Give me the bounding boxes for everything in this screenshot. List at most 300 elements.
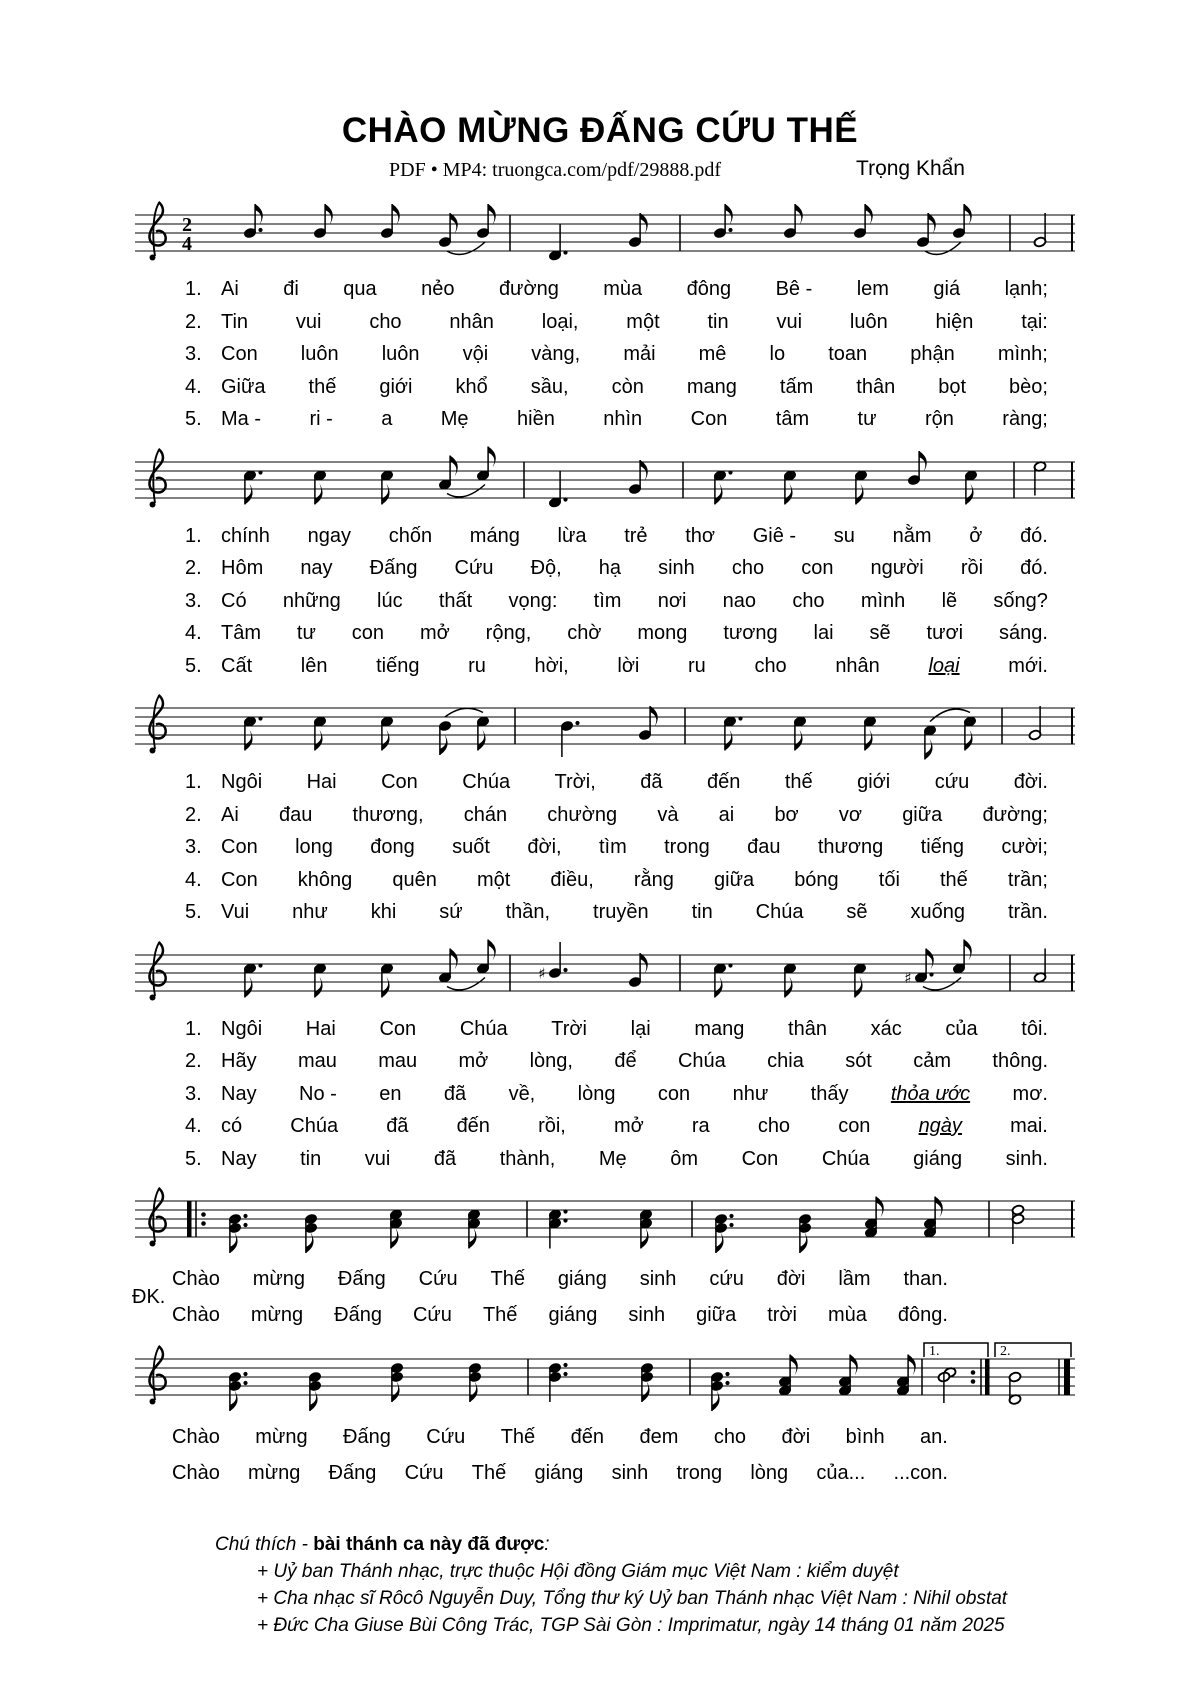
verse-line	[185, 552, 1048, 585]
staff-4	[135, 933, 1075, 1013]
lyric-word: ngay	[307, 524, 352, 547]
lyric-word: đông	[686, 278, 732, 300]
svg-text:2.: 2.	[1000, 1344, 1011, 1359]
lyric-word: sinh	[639, 1268, 677, 1290]
lyric-word: thần,	[505, 901, 551, 923]
chorus-block-2	[172, 1419, 948, 1491]
lyric-word: trẻ	[624, 524, 648, 547]
lyric-word: hiện	[935, 310, 974, 333]
lyric-word: luôn	[849, 310, 888, 333]
lyric-word: đó.	[1020, 557, 1048, 579]
lyric-word: Tâm	[221, 622, 261, 644]
lyric-word: tại:	[1021, 310, 1048, 333]
verse-words	[221, 831, 1048, 864]
svg-text:2: 2	[182, 214, 192, 236]
lyric-word: sẽ	[846, 901, 868, 923]
lyric-word: nẻo	[421, 278, 455, 300]
lyric-word: giới	[857, 771, 891, 793]
lyric-word: Hãy	[221, 1050, 257, 1072]
lyric-word: bình	[845, 1426, 885, 1448]
lyric-word: Chúa	[821, 1147, 870, 1170]
staff-notation	[135, 939, 1075, 1000]
lyric-word: đem	[639, 1426, 679, 1448]
lyric-word: vui	[295, 310, 322, 333]
lyric-word: mang	[694, 1017, 745, 1040]
chorus-words	[172, 1261, 948, 1297]
lyric-word: cho	[369, 310, 402, 333]
verse-line	[185, 650, 1048, 683]
lyric-word: Đấng	[369, 557, 418, 579]
lyric-word: mình	[860, 589, 906, 612]
lyric-word: khổ	[455, 375, 488, 398]
verse-number: 2.	[185, 557, 202, 579]
lyric-word: Ai	[221, 278, 239, 300]
lyric-word: trong	[676, 1462, 723, 1484]
lyric-word: nơi	[657, 589, 687, 612]
lyric-word: thất	[438, 589, 473, 612]
verse-number: 3.	[185, 343, 202, 365]
lyric-word: Nay	[221, 1147, 257, 1170]
lyric-word: của...	[816, 1462, 866, 1484]
verse-number: 1.	[185, 524, 202, 547]
verse-number: 1.	[185, 1017, 202, 1040]
lyric-word: giá	[933, 278, 961, 300]
lyric-word: lòng,	[529, 1050, 573, 1072]
lyric-word: như	[292, 901, 328, 923]
lyric-word: lo	[769, 343, 786, 365]
verse-line	[185, 338, 1048, 371]
verse-words	[221, 799, 1048, 832]
verse-line	[185, 585, 1048, 618]
verse-words	[221, 403, 1048, 436]
footnote-lead-tail: :	[544, 1534, 550, 1555]
lyric-word: lời	[617, 654, 640, 677]
lyric-word: xác	[870, 1017, 902, 1040]
footnote-lead	[215, 1531, 1200, 1558]
lyric-word: đến	[706, 771, 741, 793]
lyric-word: giữa	[696, 1304, 737, 1326]
lyric-word: ru	[468, 654, 486, 677]
lyric-word: về,	[508, 1082, 536, 1105]
song-title: CHÀO MỪNG ĐẤNG CỨU THẾ	[341, 111, 859, 150]
lyric-word: trần.	[1007, 901, 1048, 923]
lyric-word: Con	[379, 1017, 417, 1040]
lyric-word: bọt	[938, 375, 967, 398]
lyric-word: mải	[623, 343, 656, 365]
lyric-word: ra	[691, 1115, 710, 1137]
verse-words	[221, 1013, 1048, 1046]
lyric-word: đi	[283, 278, 299, 300]
verse-line	[185, 1143, 1048, 1176]
lyric-word: Con	[221, 868, 258, 891]
lyric-word: sống?	[993, 589, 1048, 612]
lyric-word: Mẹ	[598, 1147, 627, 1170]
lyric-word: rồi,	[538, 1115, 566, 1137]
lyric-word: tấm	[779, 375, 814, 398]
footnote-item: + Cha nhạc sĩ Rôcô Nguyễn Duy, Tổng thư ký Uỷ ban Thánh nhạc Việt Nam : Nihil obstat	[257, 1588, 1008, 1609]
lyric-word: còn	[611, 375, 644, 398]
lyric-word: mở	[419, 622, 450, 644]
verse-number: 5.	[185, 654, 202, 677]
lyric-word: để	[614, 1050, 637, 1072]
svg-text:1.: 1.	[929, 1344, 940, 1359]
lyric-word: đã	[443, 1082, 467, 1105]
verse-number: 4.	[185, 1115, 202, 1137]
lyric-word: Con	[381, 771, 418, 793]
lyric-word: Đấng	[334, 1304, 382, 1326]
lyric-word: thỏa ước	[890, 1082, 971, 1105]
lyric-word: loại,	[541, 310, 579, 333]
lyric-word: tiếng	[376, 654, 420, 677]
lyric-word: thân	[788, 1017, 827, 1040]
lyric-word: ở	[969, 524, 983, 547]
verse-words	[221, 371, 1048, 404]
lyric-word: nhân	[835, 654, 880, 677]
lyric-word: ...con.	[893, 1462, 948, 1484]
lyric-word: không	[297, 868, 353, 891]
lyric-word: hạ	[598, 557, 622, 579]
lyric-word: chán	[463, 803, 508, 826]
lyric-word: trong	[664, 836, 710, 858]
verse-words	[221, 896, 1048, 929]
verse-number: 5.	[185, 901, 202, 923]
lyric-word: Cứu	[426, 1426, 466, 1448]
lyric-word: đường;	[982, 803, 1048, 826]
lyric-word: sinh	[611, 1462, 649, 1484]
lyric-word: hời,	[534, 654, 569, 677]
lyric-word: Ngôi	[221, 771, 263, 793]
verse-number: 3.	[185, 1082, 202, 1105]
lyric-word: Trời,	[554, 771, 596, 793]
lyric-word: chốn	[388, 524, 433, 547]
lyric-word: luôn	[300, 343, 339, 365]
lyric-word: Giữa	[221, 375, 266, 398]
lyric-word: chính	[221, 524, 270, 547]
lyric-word: những	[282, 589, 341, 612]
lyric-word: mong	[637, 622, 688, 644]
verse-number: 3.	[185, 836, 202, 858]
lyric-word: sáng.	[998, 622, 1048, 644]
lyric-word: Tin	[221, 310, 249, 333]
lyric-word: an.	[920, 1426, 948, 1448]
verse-words	[221, 1143, 1048, 1176]
lyric-word: đã	[433, 1147, 457, 1170]
lyric-word: Chúa	[755, 901, 804, 923]
lyric-word: giữa	[714, 868, 755, 891]
lyric-word: Thế	[482, 1304, 518, 1326]
lyric-word: đến	[456, 1115, 490, 1137]
lyric-word: đời,	[527, 836, 562, 858]
staff-3	[135, 686, 1075, 766]
lyric-word: Chúa	[290, 1115, 339, 1137]
verse-number: 5.	[185, 408, 202, 430]
verse-line	[185, 520, 1048, 553]
staff-5	[135, 1179, 1075, 1259]
lyric-word: cứu	[934, 771, 970, 793]
lyric-word: Hai	[306, 771, 337, 793]
lyric-word: luôn	[381, 343, 420, 365]
verse-number: 3.	[185, 589, 202, 612]
lyric-word: lạnh;	[1004, 278, 1048, 300]
verse-number: 2.	[185, 803, 202, 826]
lyric-word: cho	[792, 589, 825, 612]
verse-words	[221, 585, 1048, 618]
lyric-word: nay	[300, 557, 333, 579]
lyric-word: a	[381, 408, 393, 430]
staff-6	[135, 1337, 1075, 1417]
lyric-word: nhân	[449, 310, 494, 333]
lyric-word: giới	[379, 375, 413, 398]
lyric-word: thành,	[499, 1147, 556, 1170]
lyric-word: rộng,	[485, 622, 532, 644]
lyric-word: xuống	[910, 901, 965, 923]
verse-words	[221, 306, 1048, 339]
chorus-line	[172, 1261, 948, 1297]
footnote-items	[215, 1558, 1200, 1639]
lyric-word: cười;	[1001, 836, 1048, 858]
lyric-word: Con	[221, 836, 258, 858]
verse-number: 1.	[185, 771, 202, 793]
staff-notation	[135, 446, 1075, 508]
verse-number: 2.	[185, 1050, 202, 1072]
lyric-word: đời	[781, 1426, 811, 1448]
lyric-word: vọng:	[508, 589, 558, 612]
verse-words	[221, 273, 1048, 306]
lyric-word: Thế	[490, 1268, 525, 1290]
lyric-word: mừng	[255, 1426, 308, 1448]
lyric-word: con	[801, 557, 834, 579]
lyric-word: đời	[776, 1268, 806, 1290]
lyric-word: con	[657, 1082, 691, 1105]
lyric-word: Cứu	[418, 1268, 458, 1290]
lyric-word: Con	[741, 1147, 779, 1170]
lyric-word: cứu	[709, 1268, 744, 1290]
lyric-word: đến	[570, 1426, 604, 1448]
footnote	[215, 1531, 1200, 1639]
lyric-word: Ai	[221, 803, 239, 826]
lyric-word: tôi.	[1021, 1017, 1048, 1040]
lyric-word: đong	[370, 836, 415, 858]
lyric-word: loại	[928, 654, 960, 677]
lyric-word: tìm	[598, 836, 627, 858]
footnote-item: + Uỷ ban Thánh nhạc, trực thuộc Hội đồng Giám mục Việt Nam : kiểm duyệt	[257, 1561, 899, 1582]
lyric-word: mình;	[997, 343, 1048, 365]
lyric-word: bèo;	[1009, 375, 1048, 398]
lyric-word: Thế	[500, 1426, 536, 1448]
lyric-word: lúc	[377, 589, 403, 612]
lyric-word: rằng	[633, 868, 674, 891]
lyric-word: thơ	[685, 524, 716, 547]
verse-line	[185, 799, 1048, 832]
lyric-word: thế	[940, 868, 968, 891]
lyric-word: Chúa	[677, 1050, 726, 1072]
lyric-word: mừng	[252, 1268, 306, 1290]
lyric-word: nhìn	[603, 408, 643, 430]
lyric-word: thương,	[352, 803, 424, 826]
verse-number: 4.	[185, 622, 202, 644]
lyric-word: lên	[300, 654, 328, 677]
lyric-word: tin	[691, 901, 713, 923]
chorus-label: ĐK.	[132, 1286, 166, 1308]
lyric-word: Thế	[471, 1462, 507, 1484]
lyric-word: nao	[722, 589, 757, 612]
lyric-word: Chào	[172, 1304, 220, 1326]
verse-words	[221, 1078, 1048, 1111]
verse-number: 4.	[185, 375, 202, 398]
lyric-word: mùa	[828, 1304, 867, 1326]
verse-words	[221, 338, 1048, 371]
lyric-word: cho	[754, 654, 787, 677]
verse-number: 1.	[185, 278, 202, 300]
lyric-word: Cứu	[454, 557, 494, 579]
lyric-word: toan	[828, 343, 868, 365]
lyric-word: giữa	[902, 803, 943, 826]
lyric-word: thân	[856, 375, 896, 398]
lyric-word: Con	[690, 408, 728, 430]
verse-line	[185, 371, 1048, 404]
lyric-word: Độ,	[530, 557, 562, 579]
lyric-word: đau	[278, 803, 313, 826]
lyric-word: đau	[747, 836, 781, 858]
lyric-word: ôm	[670, 1147, 699, 1170]
lyric-word: tâm	[775, 408, 810, 430]
lyric-word: một	[476, 868, 511, 891]
verse-line	[185, 766, 1048, 799]
verse-number: 4.	[185, 868, 202, 891]
lyric-word: lòng	[577, 1082, 616, 1105]
lyric-word: ru	[688, 654, 706, 677]
lyric-word: Hôm	[221, 557, 264, 579]
staff-notation	[135, 695, 1075, 760]
footnote-lead-italic: Chú thích -	[215, 1534, 314, 1555]
pdf-link-text: PDF • MP4: truongca.com/pdf/29888.pdf	[389, 159, 721, 181]
lyric-word: trần;	[1007, 868, 1048, 891]
lyric-word: có	[221, 1115, 243, 1137]
verse-line	[185, 896, 1048, 929]
verse-words	[221, 650, 1048, 683]
lyric-word: Ngôi	[221, 1017, 263, 1040]
verse-block-1	[185, 273, 1048, 436]
lyric-word: Vui	[221, 901, 250, 923]
lyric-word: Hai	[305, 1017, 336, 1040]
lyric-word: cảm	[913, 1050, 952, 1072]
lyric-word: tư	[857, 408, 877, 430]
lyric-word: mở	[458, 1050, 489, 1072]
lyric-word: trời	[767, 1304, 797, 1326]
lyric-word: sinh.	[1005, 1147, 1048, 1170]
lyric-word: đã	[640, 771, 663, 793]
lyric-word: Bê -	[775, 278, 813, 300]
verse-line	[185, 1013, 1048, 1046]
verse-line	[185, 617, 1048, 650]
lyric-word: mừng	[248, 1462, 301, 1484]
lyric-word: vui	[776, 310, 803, 333]
verse-words	[221, 617, 1048, 650]
lyric-word: Chúa	[459, 1017, 508, 1040]
lyric-word: sẽ	[869, 622, 891, 644]
lyric-word: tươi	[926, 622, 964, 644]
svg-text:4: 4	[182, 233, 192, 255]
verse-line	[185, 403, 1048, 436]
lyric-word: cho	[713, 1426, 747, 1448]
lyric-word: lừa	[557, 524, 587, 547]
lyric-word: lòng	[750, 1462, 789, 1484]
lyric-word: vui	[364, 1147, 391, 1170]
lyric-word: tiếng	[920, 836, 965, 858]
verse-number: 5.	[185, 1147, 202, 1170]
lyric-word: mơ.	[1012, 1082, 1048, 1105]
chorus-block-1	[132, 1261, 948, 1333]
lyric-word: rồi	[960, 557, 984, 579]
chorus-words	[172, 1297, 948, 1333]
lyric-word: tìm	[593, 589, 622, 612]
chorus-words	[172, 1419, 948, 1455]
footnote-lead-bold: bài thánh ca này đã được	[313, 1534, 545, 1555]
lyric-word: thương	[817, 836, 884, 858]
verse-number: 2.	[185, 310, 202, 333]
verse-words	[221, 552, 1048, 585]
lyric-word: No -	[299, 1082, 337, 1105]
lyric-word: giáng	[548, 1304, 598, 1326]
lyric-word: hiền	[517, 408, 555, 430]
lyric-word: người	[870, 557, 924, 579]
staff-notation	[135, 1188, 1075, 1253]
header-subline	[0, 159, 1200, 189]
lyric-word: thế	[784, 771, 813, 793]
lyric-word: Đấng	[337, 1268, 386, 1290]
lyric-word: một	[626, 310, 660, 333]
lyric-word: Cứu	[412, 1304, 452, 1326]
lyric-word: thông.	[992, 1050, 1048, 1072]
verse-line	[185, 864, 1048, 897]
lyric-word: than.	[903, 1268, 948, 1290]
lyric-word: Chào	[172, 1426, 220, 1448]
lyric-word: con	[351, 622, 385, 644]
verse-line	[185, 306, 1048, 339]
verse-words	[221, 1045, 1048, 1078]
verse-words	[221, 1110, 1048, 1143]
lyric-word: Ma -	[221, 408, 261, 430]
lyric-word: mùa	[603, 278, 643, 300]
lyric-word: chia	[767, 1050, 804, 1072]
lyric-word: mang	[686, 375, 737, 398]
lyric-word: ri -	[309, 408, 333, 430]
lyric-word: lầm	[838, 1268, 871, 1290]
lyric-word: sót	[845, 1050, 872, 1072]
lyric-word: Đấng	[328, 1462, 377, 1484]
verse-line	[185, 1078, 1048, 1111]
lyric-word: của	[945, 1017, 978, 1040]
verse-words	[221, 864, 1048, 897]
lyric-word: Mẹ	[440, 408, 469, 430]
lyric-word: Con	[221, 343, 258, 365]
lyric-word: Chào	[172, 1268, 220, 1290]
composer-name: Trọng Khẩn	[856, 157, 965, 180]
verse-words	[221, 766, 1048, 799]
lyric-word: mau	[378, 1050, 418, 1072]
svg-text:♯: ♯	[538, 964, 546, 982]
lyric-word: Đấng	[343, 1426, 391, 1448]
lyric-word: quên	[392, 868, 437, 891]
staff-1	[135, 193, 1075, 273]
svg-text:♯: ♯	[904, 968, 912, 987]
lyric-word: chờ	[567, 622, 602, 644]
lyric-word: tin	[300, 1147, 322, 1170]
lyric-word: đã	[386, 1115, 409, 1137]
lyric-word: và	[657, 803, 679, 826]
lyric-word: tư	[296, 622, 316, 644]
lyric-word: điều,	[550, 868, 594, 891]
